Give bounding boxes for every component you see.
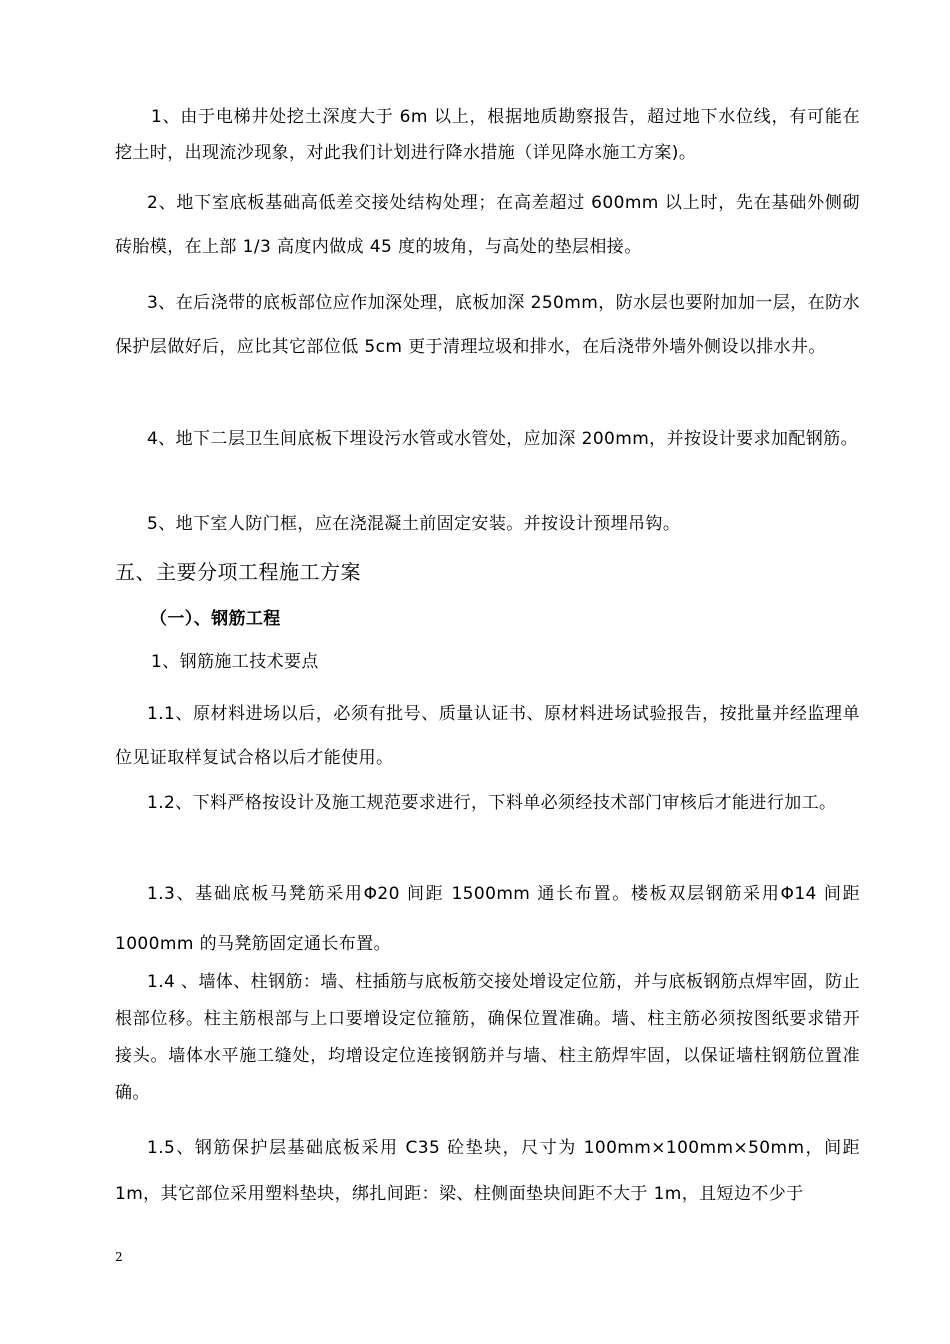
paragraph-4: 4、地下二层卫生间底板下埋设污水管或水管处，应加深 200mm，并按设计要求加配钢筋。 bbox=[147, 429, 858, 449]
section-heading: 五、主要分项工程施工方案 bbox=[115, 560, 361, 584]
paragraph-2: 2、地下室底板基础高低差交接处结构处理；在高差超过 600mm 以上时，先在基础外侧砌砖胎模，在上部 1/3 高度内做成 45 度的坡角，与高处的垫层相接。 bbox=[115, 193, 860, 257]
page-number: 2 bbox=[115, 1250, 123, 1264]
item-heading: 1、钢筋施工技术要点 bbox=[151, 652, 319, 672]
item-1-2: 1.2、下料严格按设计及施工规范要求进行，下料单必须经技术部门审核后才能进行加工。 bbox=[147, 793, 837, 813]
item-1-3: 1.3、基础底板马凳筋采用Φ20 间距 1500mm 通长布置。楼板双层钢筋采用Φ14 间距 1000mm 的马凳筋固定通长布置。 bbox=[115, 884, 860, 954]
item-1-1: 1.1、原材料进场以后，必须有批号、质量认证书、原材料进场试验报告，按批量并经监理单位见证取样复试合格以后才能使用。 bbox=[115, 704, 860, 768]
item-1-5: 1.5、钢筋保护层基础底板采用 C35 砼垫块，尺寸为 100mm×100mm×50mm，间距1m，其它部位采用塑料垫块，绑扎间距：梁、柱侧面垫块间距不大于 1m，且短边不少于 bbox=[115, 1138, 860, 1204]
paragraph-1: 1、由于电梯井处挖土深度大于 6m 以上，根据地质勘察报告，超过地下水位线，有可能在挖土时，出现流沙现象，对此我们计划进行降水措施（详见降水施工方案)。 bbox=[115, 107, 860, 163]
paragraph-3: 3、在后浇带的底板部位应作加深处理，底板加深 250mm，防水层也要附加加一层，在防水保护层做好后，应比其它部位低 5cm 更于清理垃圾和排水，在后浇带外墙外侧设以排水井。 bbox=[115, 293, 860, 357]
item-1-4: 1.4 、墙体、柱钢筋：墙、柱插筋与底板筋交接处增设定位筋，并与底板钢筋点焊牢固，防止根部位移。柱主筋根部与上口要增设定位箍筋，确保位置准确。墙、柱主筋必须按图纸要求错开接头。墙体水平施工缝处，均增设定位连接钢筋并与墙、柱主筋焊牢固，以保证墙柱钢筋位置准确。 bbox=[115, 972, 860, 1103]
subsection-heading: （一）、钢筋工程 bbox=[150, 609, 281, 629]
paragraph-5: 5、地下室人防门框，应在浇混凝土前固定安装。并按设计预埋吊钩。 bbox=[147, 514, 681, 534]
